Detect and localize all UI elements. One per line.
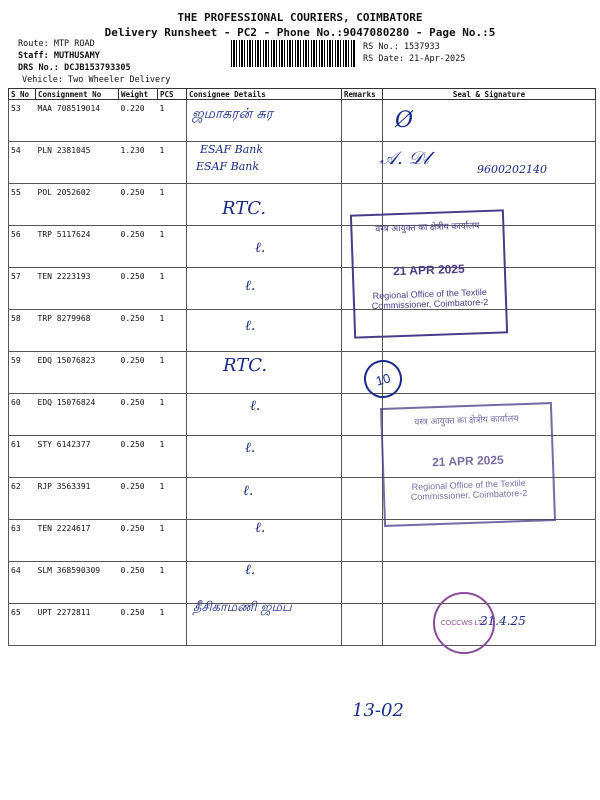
cell-weight: 1.230 [119,142,158,184]
cell-pcs: 1 [158,520,187,562]
cell-sno: 65 [9,604,36,646]
stamp-office-2: Commissioner, Coimbatore-2 [410,487,528,503]
ditto-mark: ℓ. [255,240,266,256]
cell-consignee [187,268,342,310]
col-remarks: Remarks [342,89,383,100]
ditto-mark: ℓ. [243,483,254,499]
cell-remarks [342,100,383,142]
cell-weight: 0.250 [119,436,158,478]
cell-pcs: 1 [158,268,187,310]
table-header-row [9,89,596,100]
cell-weight: 0.250 [119,184,158,226]
col-weight: Weight [119,89,158,100]
rs-date: RS Date: 21-Apr-2025 [363,54,466,64]
cell-pcs: 1 [158,562,187,604]
cell-sno: 62 [9,478,36,520]
hand-tamil-name-2: தீசிகாமணி ஜமப [193,600,292,615]
cell-sno: 53 [9,100,36,142]
cell-weight: 0.250 [119,394,158,436]
hand-signature-date: 21.4.25 [480,614,526,628]
col-seal: Seal & Signature [383,89,596,100]
cell-seal [383,100,596,142]
cell-consignment-no: TRP 5117624 [36,226,119,268]
cell-weight: 0.250 [119,562,158,604]
cell-remarks [342,394,383,436]
cell-pcs: 1 [158,142,187,184]
hand-signature-53: Ø [395,108,414,133]
cell-consignee [187,562,342,604]
cell-consignment-no: TEN 2223193 [36,268,119,310]
table-row [9,562,596,604]
cell-consignment-no: UPT 2272811 [36,604,119,646]
round-seal: COCCWS LTD [433,592,495,654]
drs-value: DCJB153793305 [64,63,131,73]
cell-consignment-no: TRP 8279968 [36,310,119,352]
table-row [9,268,596,310]
cell-weight: 0.250 [119,478,158,520]
cell-weight: 0.250 [119,268,158,310]
barcode [231,40,356,67]
cell-sno: 55 [9,184,36,226]
cell-sno: 61 [9,436,36,478]
table-row [9,520,596,562]
rs-number: RS No.: 1537933 [363,42,440,52]
cell-remarks [342,562,383,604]
ditto-mark: ℓ. [255,520,266,536]
cell-pcs: 1 [158,394,187,436]
cell-pcs: 1 [158,352,187,394]
cell-consignee [187,394,342,436]
cell-remarks [342,142,383,184]
cell-weight: 0.250 [119,604,158,646]
col-sno: S No [9,89,36,100]
cell-sno: 57 [9,268,36,310]
cell-consignment-no: POL 2052602 [36,184,119,226]
hand-tamil-name-1: ஜமாகரன் சுர [192,106,273,122]
cell-consignment-no: STY 6142377 [36,436,119,478]
cell-pcs: 1 [158,436,187,478]
cell-consignment-no: MAA 708519014 [36,100,119,142]
stamp-office: Regional Office of the Textile [372,286,487,301]
cell-remarks [342,520,383,562]
cell-consignment-no: PLN 2381045 [36,142,119,184]
cell-weight: 0.220 [119,100,158,142]
cell-seal [383,562,596,604]
ditto-mark: ℓ. [245,318,256,334]
cell-consignee [187,478,342,520]
company-title: THE PROFESSIONAL COURIERS, COIMBATORE [177,11,423,24]
runsheet-subtitle: Delivery Runsheet - PC2 - Phone No.:9047080280 - Page No.:5 [104,26,496,39]
cell-remarks [342,436,383,478]
cell-consignee [187,310,342,352]
ditto-mark: ℓ. [245,562,256,578]
stamp-hindi: वस्त्र आयुक्त का क्षेत्रीय कार्यालय [414,413,519,427]
cell-sno: 56 [9,226,36,268]
drs-number [18,62,131,74]
col-pcs: PCS [158,89,187,100]
hand-esaf-1: ESAF Bank [200,143,264,156]
hand-esaf-2: ESAF Bank [196,160,260,173]
stamp-office: Regional Office of the Textile [411,477,526,492]
cell-weight: 0.250 [119,520,158,562]
cell-sno: 64 [9,562,36,604]
hand-rtc-2: RTC. [223,355,268,376]
cell-consignment-no: RJP 3563391 [36,478,119,520]
cell-pcs: 1 [158,478,187,520]
cell-weight: 0.250 [119,226,158,268]
vehicle: Vehicle: Two Wheeler Delivery [22,75,171,85]
stamp-date: 21 APR 2025 [431,452,504,470]
hand-signature-54: 𝒜. 𝒟𝓁 [380,148,429,169]
cell-sno: 59 [9,352,36,394]
cell-pcs: 1 [158,604,187,646]
hand-bottom-note: 13-02 [352,700,404,721]
drs-label: DRS No.: [18,63,59,73]
circled-number: 10 [360,356,407,403]
col-consignment: Consignment No [36,89,119,100]
cell-weight: 0.250 [119,310,158,352]
cell-consignment-no: TEN 2224617 [36,520,119,562]
table-row [9,100,596,142]
cell-consignment-no: EDQ 15076824 [36,394,119,436]
table-row [9,352,596,394]
office-stamp-2 [380,402,556,527]
cell-remarks [342,478,383,520]
cell-weight: 0.250 [119,352,158,394]
ditto-mark: ℓ. [245,278,256,294]
cell-sno: 54 [9,142,36,184]
cell-consignee [187,436,342,478]
route: Route: MTP ROAD [18,39,95,49]
stamp-date: 21 APR 2025 [392,261,465,279]
cell-sno: 60 [9,394,36,436]
staff: Staff: MUTHUSAMY [18,51,100,61]
cell-remarks [342,604,383,646]
ditto-mark: ℓ. [250,398,261,414]
ditto-mark: ℓ. [245,440,256,456]
table-row [9,226,596,268]
cell-seal [383,352,596,394]
hand-phone: 9600202140 [477,163,547,176]
cell-pcs: 1 [158,310,187,352]
stamp-hindi: वस्त्र आयुक्त का क्षेत्रीय कार्यालय [375,220,480,234]
table-row [9,184,596,226]
cell-pcs: 1 [158,100,187,142]
hand-rtc-1: RTC. [222,198,267,219]
cell-pcs: 1 [158,226,187,268]
cell-sno: 58 [9,310,36,352]
office-stamp-1 [350,209,508,338]
col-consignee: Consignee Details [187,89,342,100]
cell-sno: 63 [9,520,36,562]
cell-consignment-no: SLM 368590309 [36,562,119,604]
stamp-office-2: Commissioner, Coimbatore-2 [371,296,489,312]
cell-pcs: 1 [158,184,187,226]
cell-consignment-no: EDQ 15076823 [36,352,119,394]
